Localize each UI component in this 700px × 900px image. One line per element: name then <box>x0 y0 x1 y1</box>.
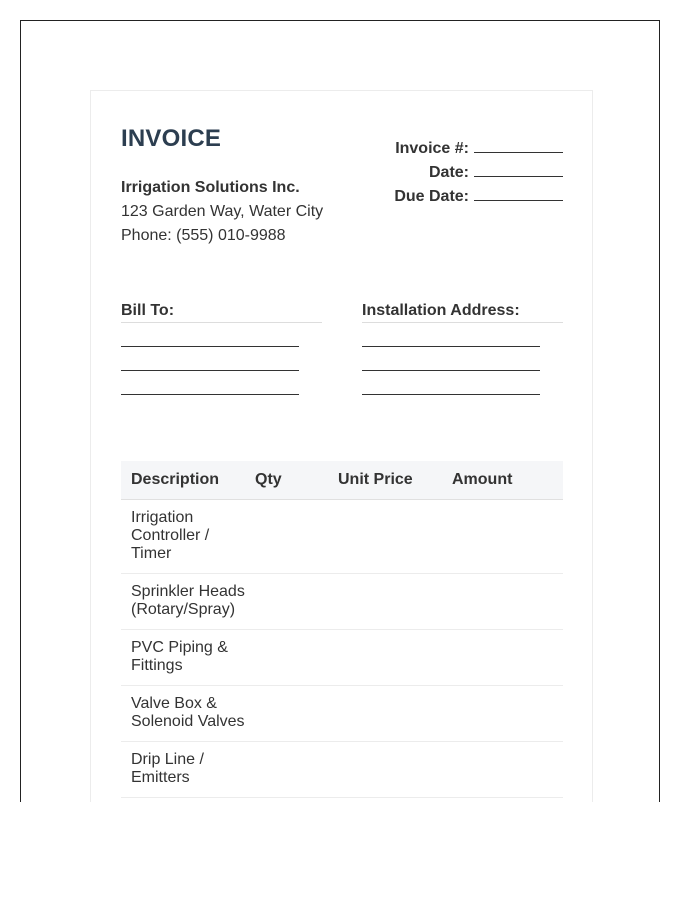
column-header-unit-price: Unit Price <box>328 461 442 500</box>
item-amount <box>442 686 563 742</box>
bill-to-line[interactable] <box>121 394 299 395</box>
item-qty <box>245 574 328 630</box>
document-frame <box>20 20 660 802</box>
installation-address-section <box>362 302 563 395</box>
company-address: 123 Garden Way, Water City <box>121 203 324 220</box>
installation-address-heading: Installation Address: <box>362 302 563 323</box>
item-description: Valve Box & Solenoid Valves <box>121 686 245 742</box>
table-row <box>121 686 563 742</box>
due-date-row <box>394 185 563 209</box>
item-qty <box>245 742 328 798</box>
invoice-page <box>90 90 593 802</box>
invoice-number-label: Invoice #: <box>395 140 469 157</box>
table-row <box>121 742 563 798</box>
due-date-label: Due Date: <box>394 188 469 205</box>
invoice-meta <box>394 137 563 209</box>
installation-address-line[interactable] <box>362 394 540 395</box>
date-label: Date: <box>428 164 469 181</box>
item-amount <box>442 742 563 798</box>
company-name: Irrigation Solutions Inc. <box>121 179 300 196</box>
invoice-number-row <box>394 137 563 161</box>
column-header-amount: Amount <box>442 461 563 500</box>
item-description: Drip Line / Emitters <box>121 742 245 798</box>
item-qty <box>245 500 328 574</box>
date-blank[interactable] <box>474 162 563 177</box>
company-info <box>121 176 323 248</box>
item-amount <box>442 574 563 630</box>
invoice-number-blank[interactable] <box>474 138 563 153</box>
item-description: Irrigation Controller / Timer <box>121 500 245 574</box>
installation-address-line[interactable] <box>362 346 540 347</box>
table-row <box>121 630 563 686</box>
table-row <box>121 500 563 574</box>
due-date-blank[interactable] <box>474 186 563 201</box>
installation-address-line[interactable] <box>362 370 540 371</box>
bill-to-line[interactable] <box>121 370 299 371</box>
item-amount <box>442 630 563 686</box>
item-qty <box>245 686 328 742</box>
item-description: Sprinkler Heads (Rotary/Spray) <box>121 574 245 630</box>
line-items-table <box>121 461 563 798</box>
column-header-description: Description <box>121 461 245 500</box>
item-description: PVC Piping & Fittings <box>121 630 245 686</box>
item-unit-price <box>328 574 442 630</box>
date-row <box>394 161 563 185</box>
bill-to-line[interactable] <box>121 346 299 347</box>
table-row <box>121 574 563 630</box>
company-phone: Phone: (555) 010-9988 <box>121 227 286 244</box>
bill-to-section <box>121 302 322 395</box>
item-qty <box>245 630 328 686</box>
column-header-qty: Qty <box>245 461 328 500</box>
table-header-row <box>121 461 563 500</box>
item-amount <box>442 500 563 574</box>
item-unit-price <box>328 742 442 798</box>
invoice-title: INVOICE <box>121 125 222 152</box>
item-unit-price <box>328 500 442 574</box>
item-unit-price <box>328 630 442 686</box>
bill-to-heading: Bill To: <box>121 302 322 323</box>
item-unit-price <box>328 686 442 742</box>
